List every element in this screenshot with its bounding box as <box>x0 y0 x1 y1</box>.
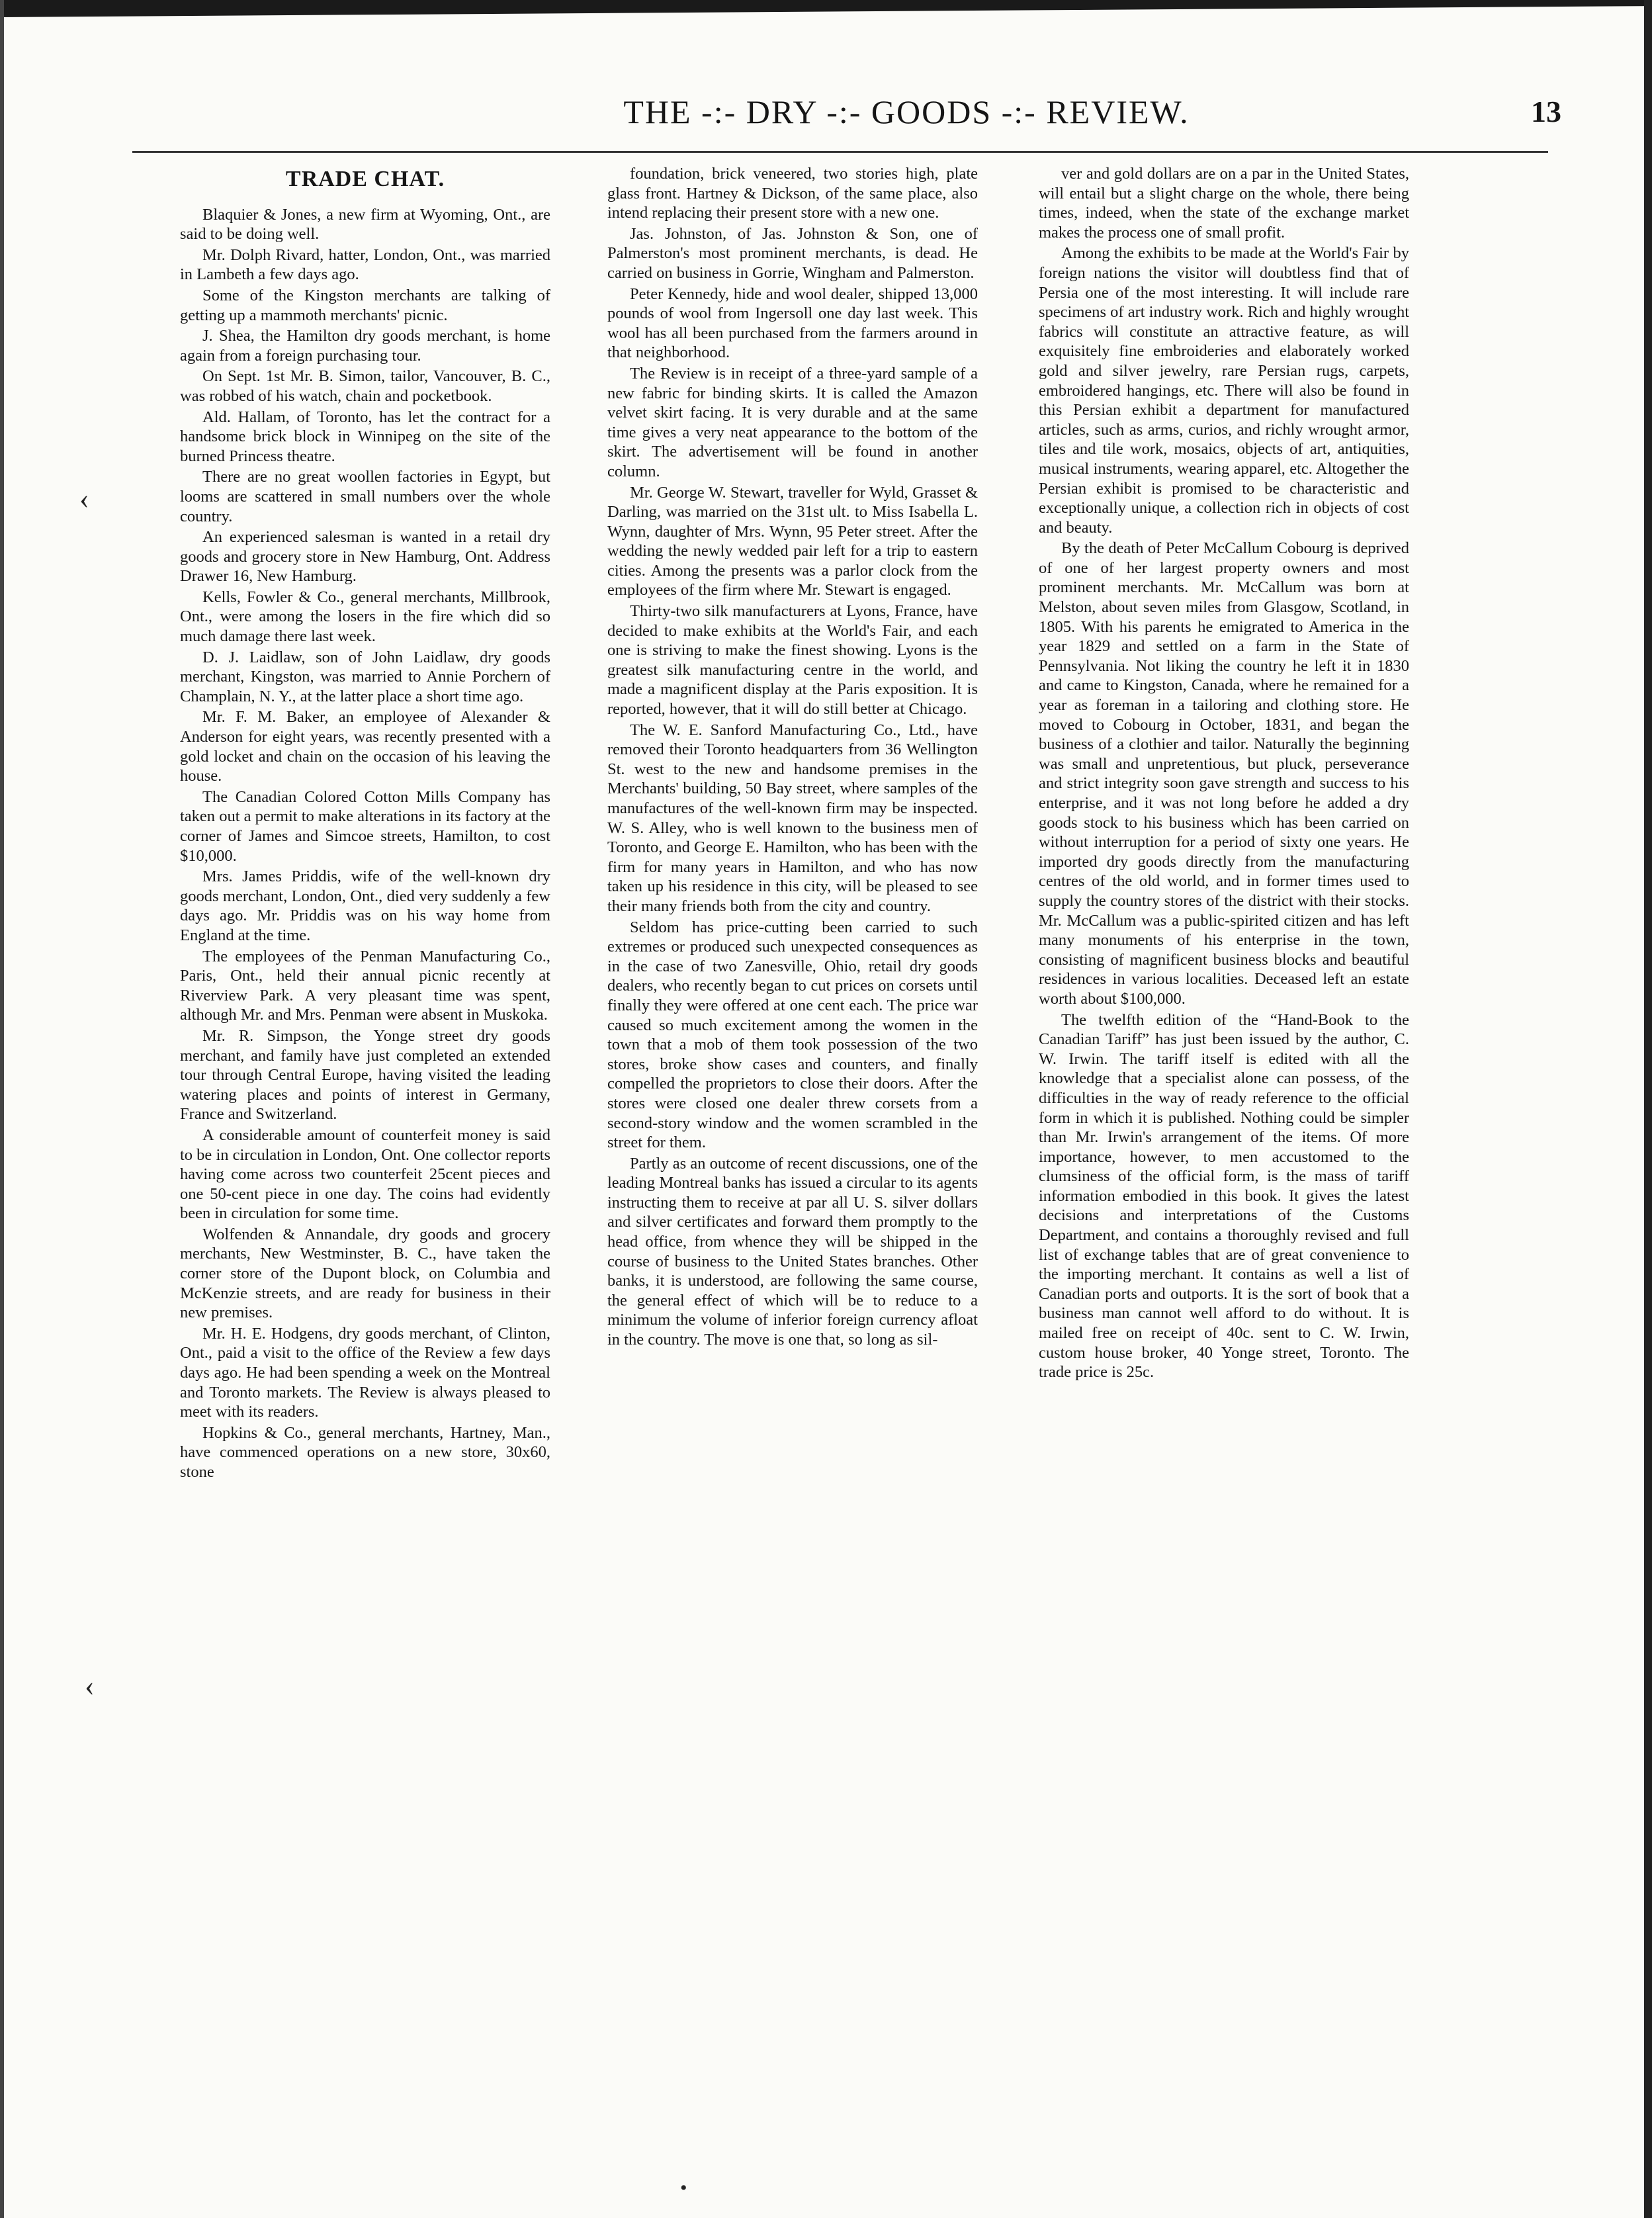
paragraph: Blaquier & Jones, a new firm at Wyoming, Ont., are said to be doing well. <box>180 205 550 244</box>
running-title: THE -:- DRY -:- GOODS -:- REVIEW. <box>623 93 1190 130</box>
column-3 <box>1039 164 1409 2162</box>
paragraph: Ald. Hallam, of Toronto, has let the contract for a handsome brick block in Winnipeg on the site of the burned Princess theatre. <box>180 408 550 465</box>
paragraph: Mr. H. E. Hodgens, dry goods merchant, of Clinton, Ont., paid a visit to the office of the Review a few days days ago. He had been spending a week on the Montreal and Toronto markets. The Review is always pleased to meet with its readers. <box>180 1324 550 1421</box>
page-header <box>106 93 1561 146</box>
paragraph: Thirty-two silk manufacturers at Lyons, France, have decided to make exhibits at the World's Fair, and each one is striving to make the finest showing. Lyons is the greatest silk manufacturing centre in the world, and made a magnificent display at the Paris exposition. It is reported, however, that it will do still better at Chicago. <box>607 602 978 719</box>
paragraph: Mr. R. Simpson, the Yonge street dry goods merchant, and family have just completed an extended tour through Central Europe, having visited the leading watering places and points of interest in Germany, France and Switzerland. <box>180 1026 550 1124</box>
scan-edge-left <box>0 0 4 2218</box>
paragraph: Hopkins & Co., general merchants, Hartney, Man., have commenced operations on a new store, 30x60, stone <box>180 1423 550 1481</box>
scan-edge-top <box>0 0 1652 17</box>
paragraph: ver and gold dollars are on a par in the United States, will entail but a slight charge on the whole, there being times, indeed, when the state of the exchange market makes the process one of small profit. <box>1039 165 1409 242</box>
bottom-dot-mark: • <box>680 2177 687 2199</box>
paragraph: Some of the Kingston merchants are talking of getting up a mammoth merchants' picnic. <box>180 286 550 324</box>
paragraph: Peter Kennedy, hide and wool dealer, shipped 13,000 pounds of wool from Ingersoll one day last week. This wool has all been purchased from the farmers around in that neighborhood. <box>607 285 978 362</box>
paragraph: Mr. F. M. Baker, an employee of Alexander & Anderson for eight years, was recently presented with a gold locket and chain on the occasion of his leaving the house. <box>180 708 550 785</box>
paragraph: Mrs. James Priddis, wife of the well-known dry goods merchant, London, Ont., died very suddenly a few days ago. Mr. Priddis was on his way home from England at the time. <box>180 867 550 944</box>
paragraph: An experienced salesman is wanted in a retail dry goods and grocery store in New Hamburg, Ont. Address Drawer 16, New Hamburg. <box>180 528 550 586</box>
paragraph: J. Shea, the Hamilton dry goods merchant, is home again from a foreign purchasing tour. <box>180 327 550 365</box>
paragraph: D. J. Laidlaw, son of John Laidlaw, dry goods merchant, Kingston, was married to Annie Porchern of Champlain, N. Y., at the latter place a short time ago. <box>180 648 550 705</box>
paragraph: The Canadian Colored Cotton Mills Company has taken out a permit to make alterations in its factory at the corner of James and Simcoe streets, Hamilton, to cost $10,000. <box>180 787 550 865</box>
paragraph: Partly as an outcome of recent discussions, one of the leading Montreal banks has issued a circular to its agents instructing them to receive at par all U. S. silver dollars and silver certificates and forward them promptly to the head office, from whence they will be shipped in the course of business to the United States branches. Other banks, it is understood, are following the same course, the general effect of which will be to reduce to a minimum the volume of inferior foreign currency afloat in the country. The move is one that, so long as sil- <box>607 1154 978 1349</box>
margin-arrow-mark: ‹ <box>85 1669 95 1702</box>
paragraph: By the death of Peter McCallum Cobourg is deprived of one of her largest property owners and most prominent merchants. Mr. McCallum was born at Melston, about seven miles from Glasgow, Scotland, in 1805. With his parents he emigrated to America in the year 1829 and settled on a farm in the State of Pennsylvania. Not liking the country he left it in 1830 and came to Kingston, Canada, where he remained for a year as foreman in a tailoring and clothing store. He moved to Cobourg in October, 1831, and began the business of a clothier and tailor. Naturally the beginning was small and unpretentious, but pluck, perseverance and strict integrity soon gave strength and success to his enterprise, and it was not long before he added a dry goods stock to his business which has been carried on without interruption for a period of sixty one years. He imported dry goods directly from the manufacturing centres of the old world, and in former times used to supply the country stores of the district with their stocks. Mr. McCallum was a public-spirited citizen and has left many monuments of his enterprise in the town, consisting of magnificent business blocks and beautiful residences in various localities. Deceased left an estate worth about $100,000. <box>1039 539 1409 1008</box>
paragraph: On Sept. 1st Mr. B. Simon, tailor, Vancouver, B. C., was robbed of his watch, chain and pocketbook. <box>180 367 550 405</box>
paragraph: foundation, brick veneered, two stories high, plate glass front. Hartney & Dickson, of the same place, also intend replacing their present store with a new one. <box>607 165 978 222</box>
paragraph: The W. E. Sanford Manufacturing Co., Ltd., have removed their Toronto headquarters from 36 Wellington St. west to the new and handsome premises in the Merchants' building, 50 Bay street, where samples of the manufactures of the well-known firm may be inspected. W. S. Alley, who is well known to the business men of Toronto, and George E. Hamilton, who has been with the firm for many years in Hamilton, and who has now taken up his residence in this city, will be pleased to see their many friends both from the city and country. <box>607 721 978 915</box>
paragraph: Mr. George W. Stewart, traveller for Wyld, Grasset & Darling, was married on the 31st ult. to Miss Isabella L. Wynn, daughter of Mrs. Wynn, 95 Peter street. After the wedding the newly wedded pair left for a trip to eastern cities. Among the presents was a parlor clock from the employees of the firm where Mr. Stewart is engaged. <box>607 483 978 599</box>
page-number: 13 <box>1531 95 1561 128</box>
paragraph: Seldom has price-cutting been carried to such extremes or produced such unexpected consequences as in the case of two Zanesville, Ohio, retail dry goods dealers, who recently began to cut prices on corsets until finally they were offered at one cent each. The price war caused so much excitement among the women in the town that a mob of them took possession of the two stores, broke show cases and counters, and finally compelled the proprietors to close their doors. After the stores were closed one dealer threw corsets from a second-story window and the women scrambled in the street for them. <box>607 918 978 1152</box>
header-rule <box>132 151 1548 153</box>
paragraph: Among the exhibits to be made at the World's Fair by foreign nations the visitor will doubtless find that of Persia one of the most interesting. It will include rare specimens of art industry work. Rich and highly wrought fabrics will constitute an attractive feature, as will exquisitely fine embroideries and elaborately worked gold and silver jewelry, rare Persian rugs, carpets, embroidered hangings, etc. There will also be found in this Persian exhibit a department for manufactured articles, such as arms, curios, and richly wrought armor, tiles and tile work, mosaics, objects of art, antiquities, musical instruments, wearing apparel, etc. Altogether the Persian exhibit is promised to be characteristic and exceptionally unique, a collection rich in objects of cost and beauty. <box>1039 244 1409 537</box>
paragraph: Jas. Johnston, of Jas. Johnston & Son, one of Palmerston's most prominent merchants, is dead. He carried on business in Gorrie, Wingham and Palmerston. <box>607 224 978 282</box>
paragraph: Mr. Dolph Rivard, hatter, London, Ont., was married in Lambeth a few days ago. <box>180 245 550 284</box>
paragraph: Kells, Fowler & Co., general merchants, Millbrook, Ont., were among the losers in the fire which did so much damage there last week. <box>180 588 550 646</box>
paragraph: The Review is in receipt of a three-yard sample of a new fabric for binding skirts. It is called the Amazon velvet skirt facing. It is very durable and at the same time gives a very neat appearance to the bottom of the skirt. The advertisement will be found in another column. <box>607 364 978 480</box>
section-title: TRADE CHAT. <box>285 167 445 191</box>
paragraph: Wolfenden & Annandale, dry goods and grocery merchants, New Westminster, B. C., have taken the corner store of the Dupont block, on Columbia and McKenzie streets, and are ready for business in their new premises. <box>180 1225 550 1322</box>
paragraph: There are no great woollen factories in Egypt, but looms are scattered in small numbers over the whole country. <box>180 468 550 525</box>
paragraph: The twelfth edition of the “Hand-Book to the Canadian Tariff” has just been issued by the author, C. W. Irwin. The tariff itself is edited with all the knowledge that a specialist alone can possess, of the difficulties in the way of ready reference to the official form in which it is published. Nothing could be simpler than Mr. Irwin's arrangement of the items. Of more importance, however, to men accustomed to the clumsiness of the official form, is the mass of tariff information embodied in this book. It gives the latest decisions and interpretations of the Customs Department, and contains a thoroughly revised and full list of exchange tables that are of great convenience to the importing merchant. It contains as well a list of Canadian ports and outports. It is the sort of book that a business man cannot well afford to do without. It is mailed free on receipt of 40c. sent to C. W. Irwin, custom house broker, 40 Yonge street, Toronto. The trade price is 25c. <box>1039 1010 1409 1382</box>
paragraph: The employees of the Penman Manufacturing Co., Paris, Ont., held their annual picnic recently at Riverview Park. A very pleasant time was spent, although Mr. and Mrs. Penman were absent in Muskoka. <box>180 947 550 1024</box>
paragraph: A considerable amount of counterfeit money is said to be in circulation in London, Ont. One collector reports having come across two counterfeit 25cent pieces and one 50-cent piece in one day. The coins had evidently been in circulation for some time. <box>180 1126 550 1223</box>
margin-arrow-mark: ‹ <box>79 482 89 515</box>
column-1 <box>180 164 550 2162</box>
column-2 <box>607 164 978 2162</box>
scan-edge-right <box>1644 0 1652 2218</box>
